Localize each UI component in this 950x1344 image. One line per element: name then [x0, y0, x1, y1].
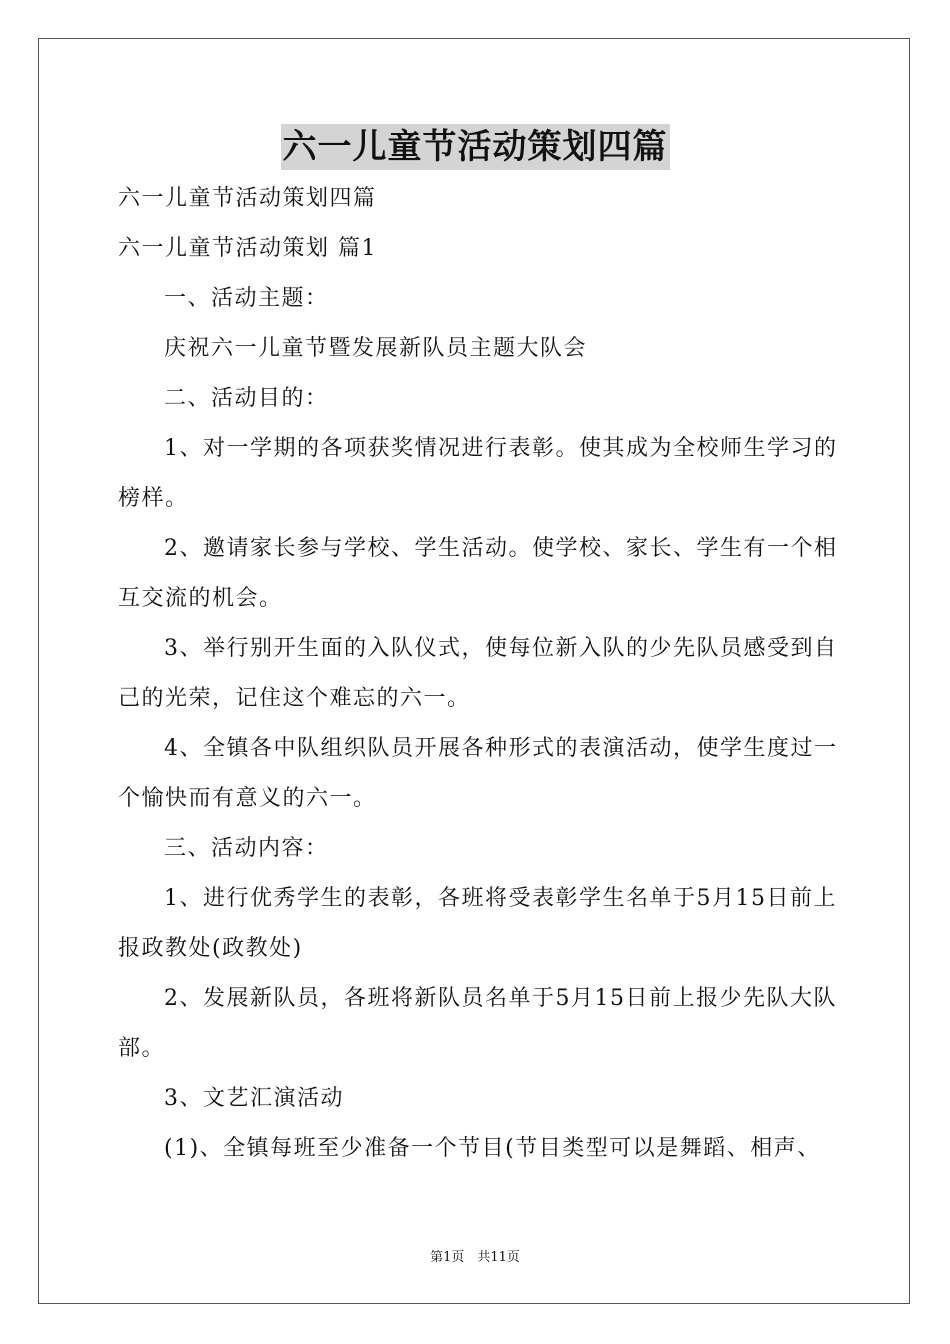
paragraph: 2、发展新队员，各班将新队员名单于5月15日前上报少先队大队部。: [118, 986, 837, 1061]
paragraph: 六一儿童节活动策划 篇1: [118, 236, 377, 261]
paragraph: 1、进行优秀学生的表彰，各班将受表彰学生名单于5月15日前上报政教处(政教处): [118, 886, 837, 961]
paragraph: 二、活动目的：: [164, 386, 329, 411]
paragraph: 4、全镇各中队组织队员开展各种形式的表演活动，使学生度过一个愉快而有意义的六一。: [118, 736, 838, 811]
paragraph: 2、邀请家长参与学校、学生活动。使学校、家长、学生有一个相互交流的机会。: [118, 536, 838, 611]
paragraph: 1、对一学期的各项获奖情况进行表彰。使其成为全校师生学习的榜样。: [118, 436, 838, 511]
paragraph: 六一儿童节活动策划四篇: [118, 186, 377, 211]
paragraph: 一、活动主题：: [164, 286, 329, 311]
document-title-wrapper: [0, 124, 950, 172]
paragraph: (1)、全镇每班至少准备一个节目(节目类型可以是舞蹈、相声、: [164, 1136, 821, 1161]
document-title: 六一儿童节活动策划四篇: [281, 124, 670, 170]
paragraph: 三、活动内容：: [164, 836, 329, 861]
page-footer: 第1页 共11页: [430, 1250, 520, 1265]
paragraph: 庆祝六一儿童节暨发展新队员主题大队会: [164, 336, 588, 361]
paragraph: 3、文艺汇演活动: [164, 1086, 344, 1111]
document-body: [118, 174, 838, 1174]
paragraph: 3、举行别开生面的入队仪式，使每位新入队的少先队员感受到自己的光荣，记住这个难忘的六一。: [118, 636, 838, 711]
